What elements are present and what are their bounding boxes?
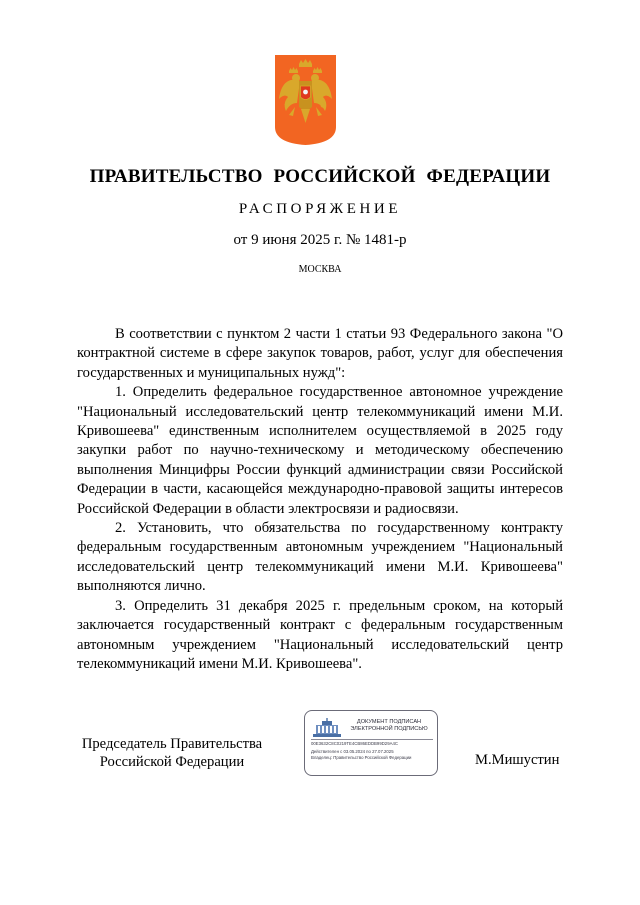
- document-body: [77, 325, 563, 674]
- stamp-heading-line-2: ЭЛЕКТРОННОЙ ПОДПИСЬЮ: [350, 726, 428, 732]
- item-2-paragraph: 2. Установить, что обязательства по государственному контракту федеральным государственным автономным учреждением "Национальный исследовательский центр телекоммуникаций имени М.И. Кривошеева" выполняются лично.: [77, 520, 563, 595]
- stamp-heading: [343, 719, 435, 733]
- certificate-owner: Владелец: Правительство Российской Федерации: [311, 755, 412, 760]
- government-building-icon: [313, 718, 341, 738]
- intro-paragraph: В соответствии с пунктом 2 части 1 статьи 93 Федерального закона "О контрактной системе в сфере закупок товаров, работ, услуг для обеспечения государственных и муниципальных нужд":: [77, 326, 563, 381]
- signer-position-line-1: Председатель Правительства: [81, 736, 263, 752]
- document-date-number: от 9 июня 2025 г. № 1481-р: [233, 232, 407, 248]
- item-1-paragraph: 1. Определить федеральное государственное автономное учреждение "Национальный исследовательский центр телекоммуникаций имени М.И. Кривошеева" единственным исполнителем осуществляемой в 2025 году закупки работ по научно-техническому и методическому обеспечению выполнения Минцифры России функций администрации связи Российской Федерации в части, касающейся международно-правовой защиты интересов Российской Федерации в области электросвязи и радиосвязи.: [77, 384, 563, 517]
- coat-of-arms-icon: [275, 55, 336, 145]
- signer-name: М.Мишустин: [475, 752, 560, 768]
- document-type: РАСПОРЯЖЕНИЕ: [238, 201, 402, 217]
- stamp-heading-line-1: ДОКУМЕНТ ПОДПИСАН: [356, 719, 422, 725]
- stamp-divider: [311, 739, 433, 740]
- government-title: ПРАВИТЕЛЬСТВО РОССИЙСКОЙ ФЕДЕРАЦИИ: [89, 166, 551, 187]
- city-label: МОСКВА: [298, 264, 342, 275]
- certificate-serial: 00E3632C8C0219TE4CB86EDDB99D29A4C: [311, 741, 398, 746]
- signer-position-line-2: Российской Федерации: [99, 754, 245, 770]
- certificate-validity: Действителен с 03.05.2024 по 27.07.2025: [311, 749, 394, 754]
- electronic-signature-stamp: [304, 710, 438, 776]
- signer-position: [77, 735, 267, 771]
- item-3-paragraph: 3. Определить 31 декабря 2025 г. предельным сроком, на который заключается государственный контракт с федеральным государственным автономным учреждением "Национальный исследовательский центр телекоммуникаций имени М.И. Кривошеева".: [77, 597, 563, 672]
